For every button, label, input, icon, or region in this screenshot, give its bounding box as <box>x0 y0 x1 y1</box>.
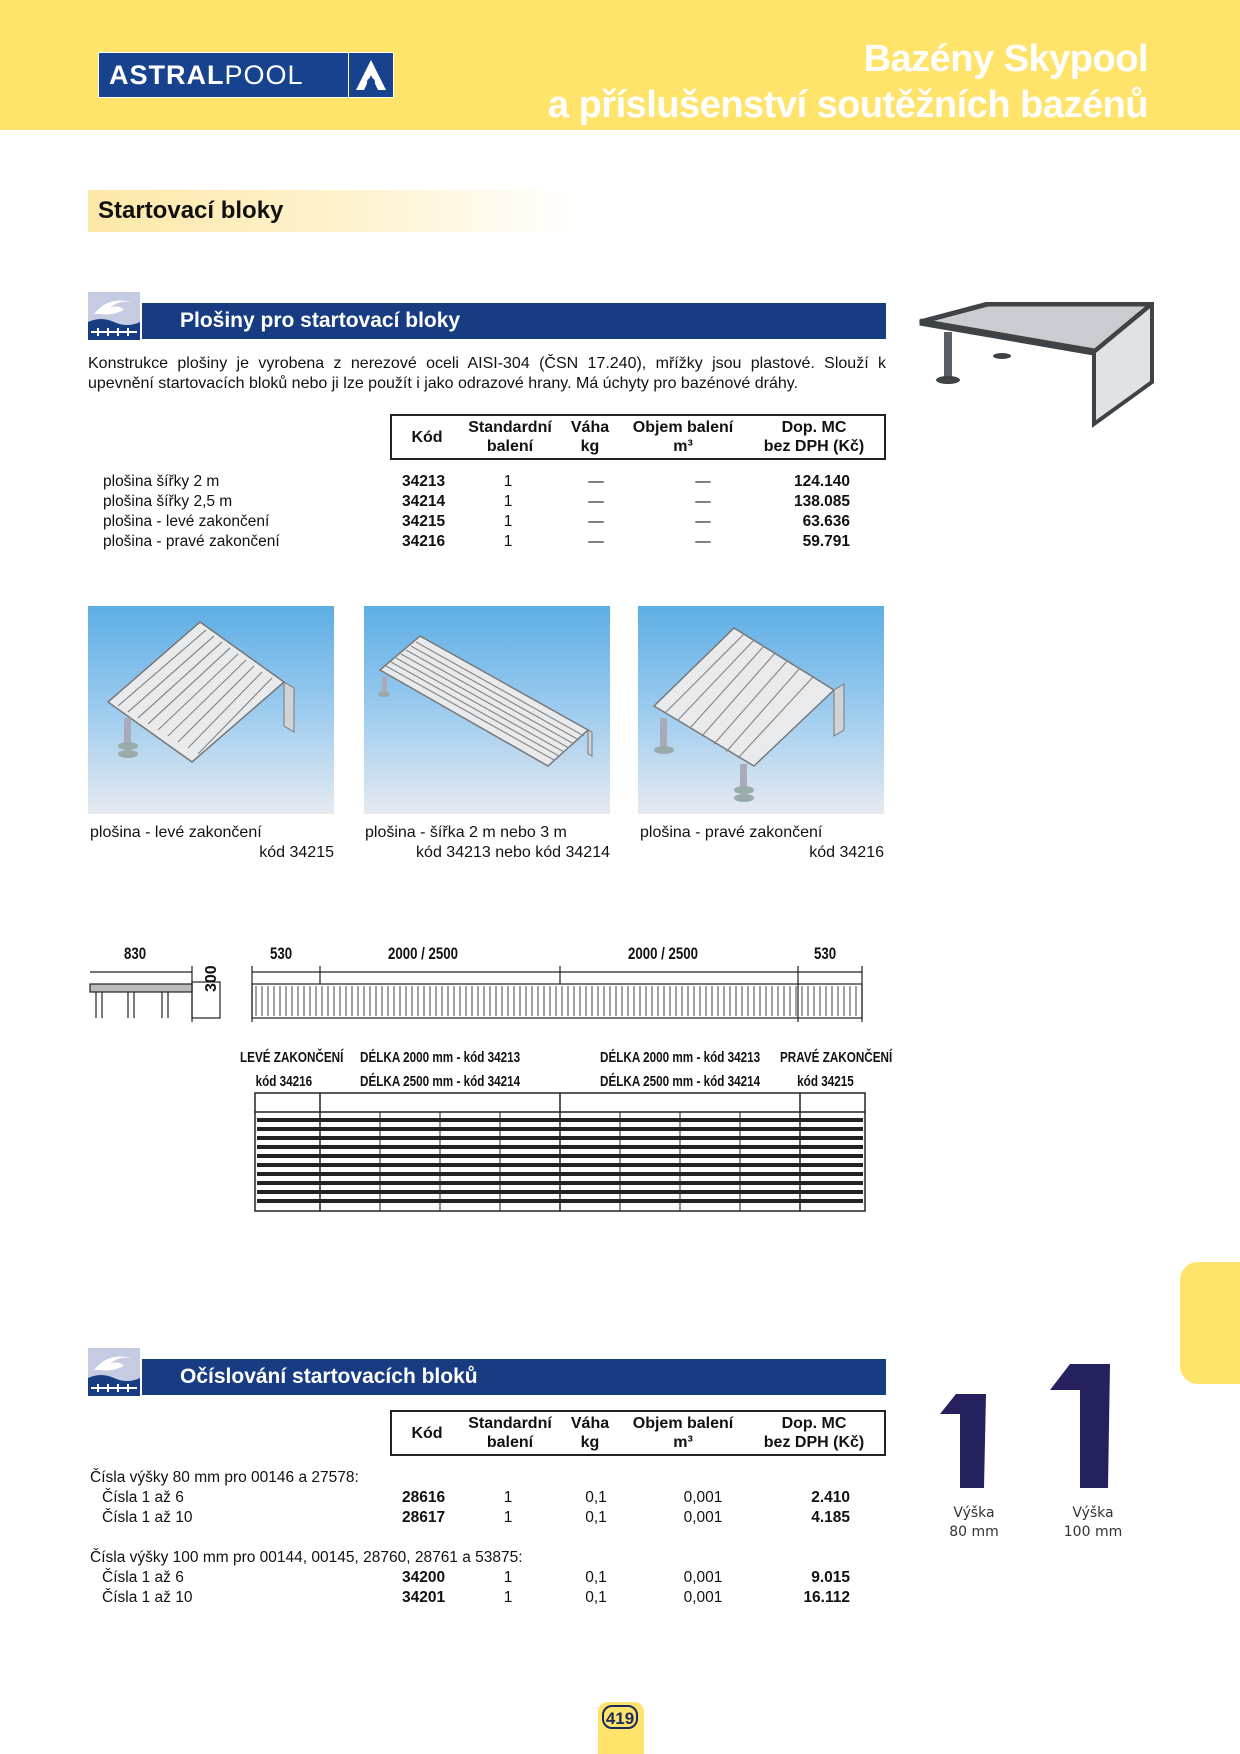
row-objem: — <box>695 533 711 550</box>
table-row <box>103 472 883 492</box>
digit-caption-line1: Výška <box>953 1505 995 1521</box>
col-std <box>462 418 558 456</box>
header-title-line1: Bazény Skypool <box>863 38 1148 80</box>
row-price: 138.085 <box>793 493 850 510</box>
row-std: 1 <box>503 473 513 490</box>
col-price-line2: bez DPH (Kč) <box>763 1434 865 1451</box>
numbering-table-body <box>90 1468 880 1608</box>
table-row <box>90 1568 880 1588</box>
platforms-heading: Plošiny pro startovací bloky <box>142 303 886 339</box>
table-row <box>103 532 883 552</box>
row-std: 1 <box>503 1569 513 1586</box>
col-price-line1: Dop. MC <box>781 419 847 436</box>
col-objem-line1: Objem balení <box>632 419 734 436</box>
col-objem-line1: Objem balení <box>632 1415 734 1432</box>
row-kod: 28617 <box>402 1509 446 1526</box>
row-objem: 0,001 <box>683 1589 723 1606</box>
platform-photo <box>918 302 1154 428</box>
row-objem: — <box>695 473 711 490</box>
caption-line1: plošina - levé zakončení <box>90 824 262 841</box>
logo-brand-light: POOL <box>224 59 304 90</box>
label-left-end-line1: LEVÉ ZAKONČENÍ <box>240 1049 344 1066</box>
caption-right-end <box>640 823 884 863</box>
row-kod: 34213 <box>402 473 446 490</box>
caption-line1: plošina - pravé zakončení <box>640 824 823 841</box>
col-objem <box>622 418 744 456</box>
col-std-line1: Standardní <box>468 419 552 436</box>
page-number: 419 <box>602 1705 638 1729</box>
digit-caption-line2: 80 mm <box>949 1524 999 1540</box>
row-price: 2.410 <box>811 1489 850 1506</box>
row-vaha: — <box>588 473 604 490</box>
row-kod: 34214 <box>402 493 446 510</box>
digit-caption-100mm <box>1058 1504 1128 1542</box>
dim-2000-2500-a: 2000 / 2500 <box>388 944 459 963</box>
row-vaha: 0,1 <box>585 1489 607 1506</box>
astralpool-a-icon <box>348 53 393 97</box>
row-label: Čísla 1 až 6 <box>102 1569 184 1586</box>
dim-830: 830 <box>124 944 147 963</box>
col-price-line1: Dop. MC <box>781 1415 847 1432</box>
label-mid1-line2: DÉLKA 2500 mm - kód 34214 <box>360 1073 521 1090</box>
label-right-end-line2: kód 34215 <box>797 1073 854 1090</box>
label-right-end <box>780 1046 892 1094</box>
caption-left-end <box>90 823 334 863</box>
caption-line1: plošina - šířka 2 m nebo 3 m <box>365 824 567 841</box>
row-kod: 34201 <box>402 1589 446 1606</box>
row-std: 1 <box>503 513 513 530</box>
label-mid2-line1: DÉLKA 2000 mm - kód 34213 <box>600 1049 761 1066</box>
row-objem: 0,001 <box>683 1569 723 1586</box>
label-left-end-line2: kód 34216 <box>255 1073 313 1090</box>
label-middle-2 <box>600 1046 760 1094</box>
group-title: Čísla výšky 100 mm pro 00144, 00145, 28760, 28761 a 53875: <box>90 1549 523 1566</box>
table-row <box>103 492 883 512</box>
row-objem: 0,001 <box>683 1509 723 1526</box>
row-price: 16.112 <box>803 1589 850 1606</box>
dim-300: 300 <box>203 965 220 992</box>
col-price <box>744 418 884 456</box>
col-objem-line2: m³ <box>673 438 693 455</box>
row-price: 9.015 <box>811 1569 850 1586</box>
side-elevation-drawing <box>88 944 888 1024</box>
row-kod: 34216 <box>402 533 446 550</box>
row-price: 124.140 <box>793 473 850 490</box>
col-vaha-line2: kg <box>580 1434 600 1451</box>
row-kod: 28616 <box>402 1489 446 1506</box>
col-std-line2: balení <box>486 438 534 455</box>
render-right-end <box>638 606 884 814</box>
logo-brand-bold: ASTRAL <box>109 59 225 90</box>
col-std <box>462 1414 558 1452</box>
swimmer-icon <box>88 1348 140 1396</box>
row-objem: — <box>695 513 711 530</box>
row-label: Čísla 1 až 10 <box>102 1589 193 1606</box>
row-label: Čísla 1 až 6 <box>102 1489 184 1506</box>
dim-530-left: 530 <box>270 944 293 963</box>
platforms-table-header <box>390 414 886 460</box>
swimmer-icon <box>88 292 140 340</box>
row-vaha: — <box>588 493 604 510</box>
row-vaha: 0,1 <box>585 1589 607 1606</box>
platforms-description: Konstrukce plošiny je vyrobena z nerezové oceli AISI-304 (ČSN 17.240), mřížky jsou plastové. Slouží k upevnění startovacích bloků nebo ji lze použít i jako odrazové hrany. Má úchyty pro bazénové dráhy. <box>88 355 886 392</box>
table-row <box>90 1588 880 1608</box>
col-vaha <box>558 1414 622 1452</box>
digit-caption-line1: Výška <box>1072 1505 1114 1521</box>
col-vaha-line2: kg <box>580 438 600 455</box>
col-vaha-line1: Váha <box>570 1415 610 1432</box>
digit-sample-80mm <box>940 1394 1000 1490</box>
row-label: plošina šířky 2 m <box>103 473 220 490</box>
dim-530-right: 530 <box>814 944 837 963</box>
chapter-tab <box>1180 1262 1240 1384</box>
row-std: 1 <box>503 1509 513 1526</box>
dim-2000-2500-b: 2000 / 2500 <box>628 944 699 963</box>
col-objem <box>622 1414 744 1452</box>
label-mid1-line1: DÉLKA 2000 mm - kód 34213 <box>360 1049 521 1066</box>
row-objem: — <box>695 493 711 510</box>
render-middle <box>364 606 610 814</box>
label-right-end-line1: PRAVÉ ZAKONČENÍ <box>780 1049 893 1066</box>
row-std: 1 <box>503 493 513 510</box>
row-vaha: 0,1 <box>585 1509 607 1526</box>
label-mid2-line2: DÉLKA 2500 mm - kód 34214 <box>600 1073 761 1090</box>
row-kod: 34200 <box>402 1569 446 1586</box>
row-label: Čísla 1 až 10 <box>102 1509 193 1526</box>
header-title-line2: a příslušenství soutěžních bazénů <box>547 84 1148 126</box>
row-kod: 34215 <box>402 513 446 530</box>
row-price: 4.185 <box>811 1509 850 1526</box>
table-row <box>90 1488 880 1508</box>
caption-line2: kód 34216 <box>809 844 884 861</box>
col-price <box>744 1414 884 1452</box>
caption-middle <box>365 823 610 863</box>
astralpool-logo <box>98 52 394 98</box>
top-view-drawing <box>254 1092 866 1212</box>
col-vaha <box>558 418 622 456</box>
col-std-line1: Standardní <box>468 1415 552 1432</box>
row-std: 1 <box>503 1489 513 1506</box>
col-vaha-line1: Váha <box>570 419 610 436</box>
row-objem: 0,001 <box>683 1489 723 1506</box>
row-vaha: 0,1 <box>585 1569 607 1586</box>
row-label: plošina - levé zakončení <box>103 513 270 530</box>
col-std-line2: balení <box>486 1434 534 1451</box>
col-kod: Kód <box>411 1424 443 1442</box>
row-std: 1 <box>503 533 513 550</box>
digit-caption-80mm <box>944 1504 1004 1542</box>
numbering-heading: Očíslování startovacích bloků <box>142 1359 886 1395</box>
section-title: Startovací bloky <box>88 190 578 232</box>
row-vaha: — <box>588 513 604 530</box>
col-objem-line2: m³ <box>673 1434 693 1451</box>
table-row <box>103 512 883 532</box>
platforms-table-body <box>103 472 883 552</box>
col-price-line2: bez DPH (Kč) <box>763 438 865 455</box>
digit-sample-100mm <box>1050 1364 1120 1490</box>
table-row <box>90 1508 880 1528</box>
row-label: plošina šířky 2,5 m <box>103 493 233 510</box>
col-kod: Kód <box>411 428 443 446</box>
caption-line2: kód 34215 <box>259 844 334 861</box>
numbering-table-header <box>390 1410 886 1456</box>
render-left-end <box>88 606 334 814</box>
row-vaha: — <box>588 533 604 550</box>
row-price: 59.791 <box>802 533 850 550</box>
label-middle-1 <box>360 1046 520 1094</box>
caption-line2: kód 34213 nebo kód 34214 <box>416 844 610 861</box>
label-left-end <box>240 1046 343 1094</box>
row-std: 1 <box>503 1589 513 1606</box>
digit-caption-line2: 100 mm <box>1063 1524 1123 1540</box>
group-title: Čísla výšky 80 mm pro 00146 a 27578: <box>90 1469 359 1486</box>
row-label: plošina - pravé zakončení <box>103 533 280 550</box>
row-price: 63.636 <box>802 513 850 530</box>
